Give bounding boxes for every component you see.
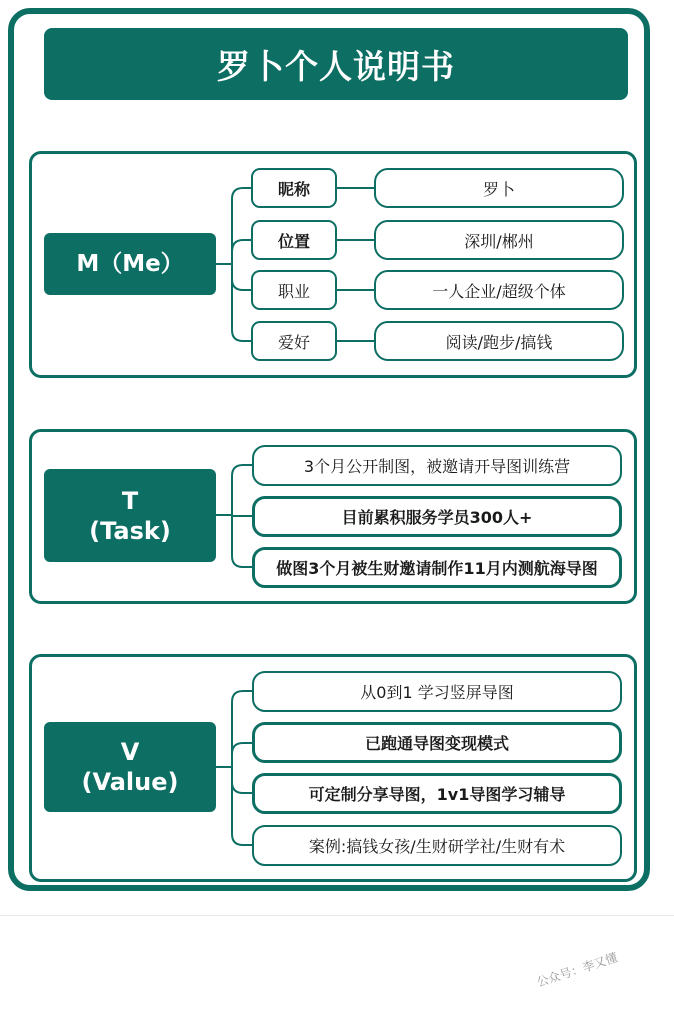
- label-location: 位置: [251, 220, 337, 260]
- key-task-letter: T: [121, 486, 139, 515]
- key-me-label: M（Me）: [76, 250, 184, 277]
- value-location: 深圳/郴州: [374, 220, 624, 260]
- value-nickname: 罗卜: [374, 168, 624, 208]
- connector-value-branch-2: [232, 743, 252, 754]
- task-item-2: 目前累积服务学员300人+: [252, 496, 622, 537]
- watermark: 公众号：李又懂: [534, 950, 620, 990]
- value-item-3: 可定制分享导图，1v1导图学习辅导: [252, 773, 622, 814]
- key-task-word: (Task): [89, 516, 171, 545]
- value-item-1: 从0到1 学习竖屏导图: [252, 671, 622, 712]
- label-occupation: 职业: [251, 270, 337, 310]
- label-hobby: 爱好: [251, 321, 337, 361]
- key-value: [44, 722, 216, 812]
- footer-divider: [0, 915, 674, 916]
- connector-value-branch-3: [232, 782, 252, 793]
- task-item-3: 做图3个月被生财邀请制作11月内测航海导图: [252, 547, 622, 588]
- connector-me-branch-2: [232, 240, 251, 252]
- connector-value-branch-1: [232, 691, 252, 845]
- label-nickname: 昵称: [251, 168, 337, 208]
- key-task: [44, 469, 216, 562]
- value-item-2: 已跑通导图变现模式: [252, 722, 622, 763]
- value-occupation: 一人企业/超级个体: [374, 270, 624, 310]
- key-value-letter: V: [120, 738, 140, 766]
- connector-me-branch-3: [232, 279, 251, 290]
- page-title: 罗卜个人说明书: [44, 28, 628, 100]
- task-item-1: 3个月公开制图，被邀请开导图训练营: [252, 445, 622, 486]
- value-item-4: 案例:搞钱女孩/生财研学社/生财有术: [252, 825, 622, 866]
- value-hobby: 阅读/跑步/搞钱: [374, 321, 624, 361]
- key-value-word: (Value): [81, 768, 179, 796]
- key-me: [44, 233, 216, 295]
- connector-me-branch-1: [232, 188, 251, 341]
